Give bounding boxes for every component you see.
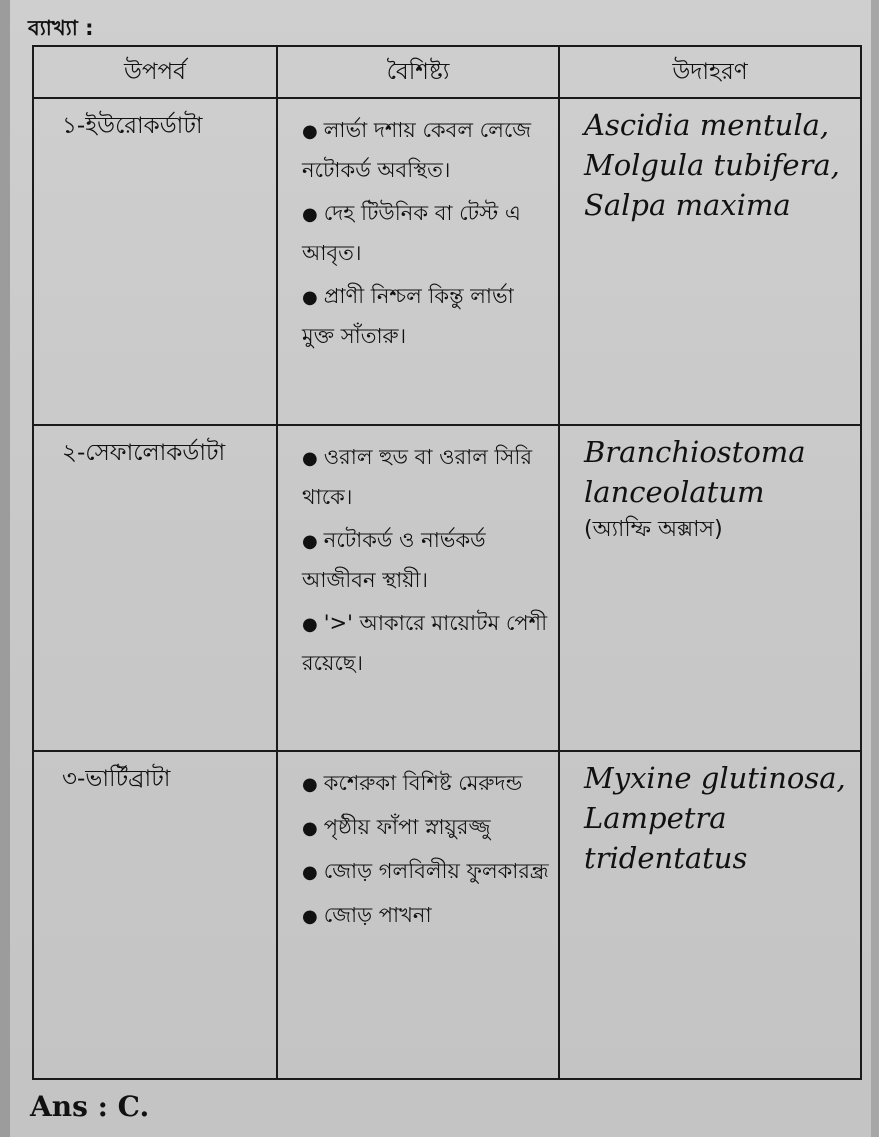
subphylum-cell: ২-সেফালোকর্ডাটা — [33, 425, 277, 751]
example-name: tridentatus — [584, 841, 748, 875]
example-name: Myxine glutinosa, — [584, 761, 846, 795]
table-row — [33, 98, 861, 425]
bullet-icon: ● — [302, 121, 318, 142]
subphylum-cell: ১-ইউরোকর্ডাটা — [33, 98, 277, 425]
example-name: Lampetra — [584, 801, 727, 835]
bullet-icon: ● — [302, 204, 318, 225]
feature-item: ● কশেরুকা বিশিষ্ট মেরুদন্ড — [302, 771, 523, 795]
bullet-icon: ● — [302, 906, 318, 927]
table-header-row — [33, 46, 861, 98]
header-subphylum: উপপর্ব — [33, 46, 277, 98]
example-name: Molgula tubifera, — [584, 148, 840, 182]
features-cell — [277, 751, 559, 1079]
example-name: Salpa maxima — [584, 188, 791, 222]
bullet-icon: ● — [302, 531, 318, 552]
feature-item: ● দেহ টিউনিক বা টেস্ট এ আবৃত। — [302, 201, 521, 265]
feature-item: ● লার্ভা দশায় কেবল লেজে নটোকর্ড অবস্থিত। — [302, 118, 532, 182]
example-name: Ascidia mentula, — [584, 108, 830, 142]
feature-item: ● '>' আকারে মায়োটম পেশী রয়েছে। — [302, 611, 548, 675]
explanation-heading: ব্যাখ্যা : — [28, 16, 94, 40]
example-name: Branchiostoma — [584, 435, 806, 469]
header-features: বৈশিষ্ট্য — [277, 46, 559, 98]
feature-item: ● ওরাল হুড বা ওরাল সিরি থাকে। — [302, 445, 532, 509]
bullet-icon: ● — [302, 448, 318, 469]
bullet-icon: ● — [302, 287, 318, 308]
answer-text: Ans : C. — [30, 1090, 150, 1123]
header-examples: উদাহরণ — [559, 46, 861, 98]
examples-cell — [559, 98, 861, 425]
example-name: lanceolatum — [584, 475, 765, 509]
example-common-name: (অ্যাম্ফি অক্সাস) — [584, 517, 723, 542]
bullet-icon: ● — [302, 862, 318, 883]
bullet-icon: ● — [302, 614, 318, 635]
features-cell — [277, 98, 559, 425]
feature-item: ● জোড় গলবিলীয় ফুলকারন্ধ্র — [302, 859, 549, 883]
classification-table — [32, 45, 862, 1080]
examples-cell — [559, 425, 861, 751]
features-cell — [277, 425, 559, 751]
table-row — [33, 751, 861, 1079]
feature-item: ● জোড় পাখনা — [302, 903, 432, 927]
feature-item: ● পৃষ্ঠীয় ফাঁপা স্নায়ুরজ্জু — [302, 815, 491, 839]
bullet-icon: ● — [302, 818, 318, 839]
subphylum-cell: ৩-ভার্টিব্রাটা — [33, 751, 277, 1079]
examples-cell — [559, 751, 861, 1079]
feature-item: ● নটোকর্ড ও নার্ভকর্ড আজীবন স্থায়ী। — [302, 528, 486, 592]
table-row — [33, 425, 861, 751]
bullet-icon: ● — [302, 774, 318, 795]
feature-item: ● প্রাণী নিশ্চল কিন্তু লার্ভা মুক্ত সাঁতারু। — [302, 284, 514, 348]
